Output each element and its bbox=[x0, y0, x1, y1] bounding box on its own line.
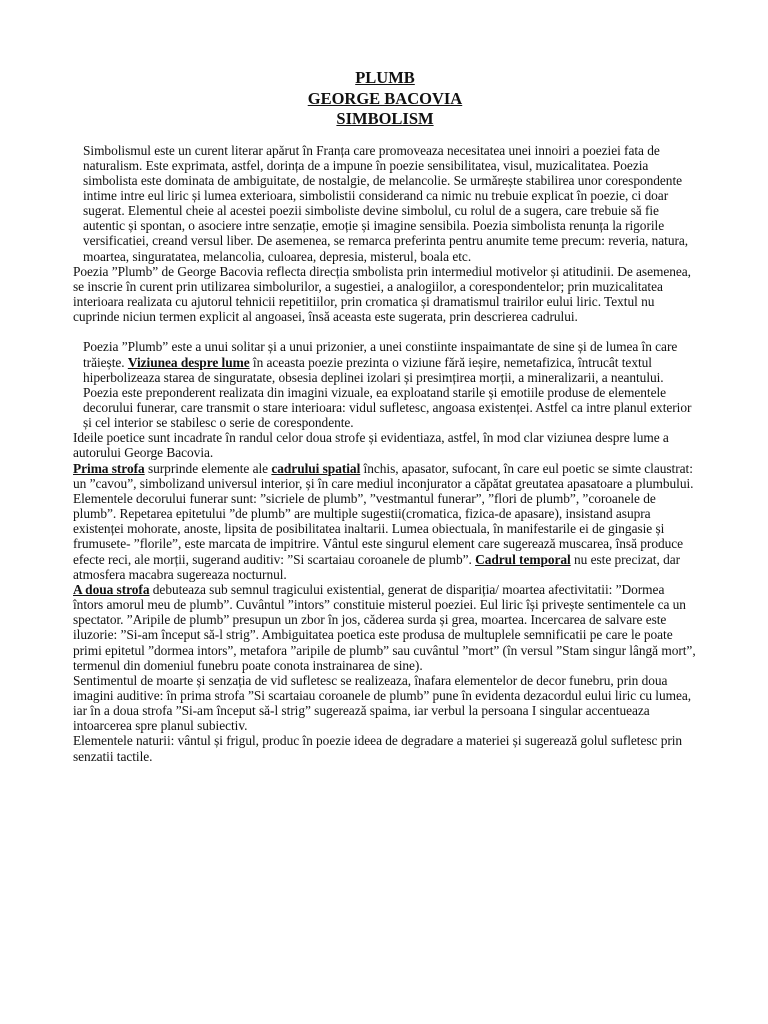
document-page bbox=[73, 68, 697, 764]
paragraph-first-stanza bbox=[73, 461, 697, 582]
paragraph-worldview-text-b: în aceasta poezie prezinta o viziune fără ieșire, nemetafizica, întrucât textul hiperbolizeaza starea de singuratate, obsesia deplinei izolari și presimțirea morții, a mineralizarii, a neantului. Poezia este preponderent realizata din imagini vizuale, ea exploatand starile și emotiile produse de elementele decorului funerar, care transmit o stare interioara: vidul sufletesc, angoasa existenței. Astfel ca intre planul exterior și cel interior se stabilesc o serie de corespondente. bbox=[83, 354, 692, 431]
paragraph-poetic-ideas: Ideile poetice sunt incadrate în randul celor doua strofe și evidentiaza, astfel, în mod clar viziunea despre lume a autorului George Bacovia. bbox=[73, 430, 669, 461]
highlight-worldview: Viziunea despre lume bbox=[127, 354, 250, 370]
paragraph-first-stanza-text-a: surprinde elemente ale bbox=[144, 460, 272, 476]
paragraph-symbolism-intro: Simbolismul este un curent literar apărut în Franța care promoveaza necesitatea unei innoiri a poeziei fata de naturalism. Este exprimata, astfel, dorința de a impune în poezie sensibilitatea, visul, muzicalitatea. Poezia simbolista este dominata de ambiguitate, de nostalgie, de melancolie. Se urmărește stabilirea unor corespondente intime intre eul liric și lumea exterioara, simbolistii considerand ca nimic nu trebuie explicat în poezie, ci doar sugerat. Elementul cheie al acestei poezii simboliste devine simbolul, cu rolul de a sugera, care trebuie să fie autentic și spontan, o asociere intre senzație, emoție și imagine sensibila. Poezia simbolista renunța la rigorile versificatiei, creand versul liber. De asemenea, se remarca preferinta pentru anumite teme precum: reveria, natura, moartea, singuratatea, melancolia, culoarea, depresia, misterul, boala etc. bbox=[83, 142, 689, 264]
paragraph-second-stanza-text: debuteaza sub semnul tragicului existential, generat de dispariția/ moartea afectivitatii: ”Dormea întors amorul meu de plumb”. Cuvântul ”intors” constituie misterul poeziei. Eul liric își privește sentimentele ca un spectator. ”Aripile de plumb” presupun un zbor în jos, căderea surda și grea, moartea. Incercarea de salvare este iluzorie: ”Si-am început să-l strig”. Ambiguitatea poetica este produsa de multuplele semnificatii pe care le poate primi epitetul ”dormea intors”, metafora ”aripile de plumb” sau cuvântul ”mort” (în versul ”Stam singur lângă mort”, termenul din domeniul funebru poate conota instrainarea de sine). bbox=[73, 581, 696, 673]
paragraph-nature-elements: Elementele naturii: vântul și frigul, produc în poezie ideea de degradare a materiei și sugerează golul sufletesc prin senzatii tactile. bbox=[73, 733, 683, 764]
paragraph-first-stanza-text-c: nu este precizat, dar atmosfera macabra sugereaza nocturnul. bbox=[73, 551, 681, 582]
paragraph-worldview bbox=[73, 339, 697, 430]
paragraph-second-stanza bbox=[73, 582, 697, 673]
highlight-temporal-frame: Cadrul temporal bbox=[475, 551, 571, 567]
highlight-second-stanza: A doua strofa bbox=[73, 581, 150, 597]
document-body bbox=[73, 143, 697, 764]
title-block bbox=[73, 68, 697, 130]
movement-heading: SIMBOLISM bbox=[336, 109, 434, 128]
paragraph-worldview-text-a: Poezia ”Plumb” este a unui solitar și a unui prizonier, a unei constiinte inspaimantate de sine și de lumea în care trăiește. bbox=[83, 339, 678, 370]
author-heading: GEORGE BACOVIA bbox=[307, 88, 463, 108]
paragraph-first-stanza-text-b: închis, apasator, sufocant, în care eul poetic se simte claustrat: un ”cavou”, simbolizand universul interior, și în care mediul inconjurator a căpătat greutatea apasatoare a plumbului. Elementele decorului funerar sunt: ”sicriele de plumb”, ”vestmantul funerar”, ”flori de plumb”, ”coroanele de plumb”. Repetarea epitetului ”de plumb” are multiple sugestii(cromatica, fizica-de apasare), insistand asupra existenței mohorate, anoste, lipsita de posibilitatea inaltarii. Lumea obiectuala, în manifestarile ei de gingasie și frumusete- ”florile”, este marcata de impitrire. Vântul este singurul element care sugerează muscarea, însă produce efecte reci, ale morții, sugerand auditiv: ”Si scartaiau coroanele de plumb”. bbox=[73, 460, 694, 567]
paragraph-plumb-direction: Poezia ”Plumb” de George Bacovia reflecta direcția smbolista prin intermediul motivelor și atitudinii. De asemenea, se inscrie în curent prin utilizarea simbolurilor, a sugestiei, a analogiilor, a corespondentelor; prin muzicalitatea interioara realizata cu ajutorul tehnicii repetitiilor, prin cromatica și dramatismul trairilor eului liric. Textul nu cuprinde niciun termen explicit al angoasei, însă aceasta este sugerata, prin descrierea cadrului. bbox=[73, 263, 691, 325]
paragraph-death-feeling: Sentimentul de moarte și senzația de vid sufletesc se realizeaza, înafara elementelor de decor funebru, prin doua imagini auditive: în prima strofa ”Si scartaiau coroanele de plumb” pune în evidenta dezacordul eului liric cu lumea, iar în a doua strofa ”Si-am început să-l strig” sugerează spaima, iar verbul la persoana I singular accentueaza intoarcerea spre planul subiectiv. bbox=[73, 672, 692, 734]
highlight-first-stanza: Prima strofa bbox=[73, 460, 145, 476]
highlight-spatial-frame: cadrului spatial bbox=[271, 460, 361, 476]
document-title: PLUMB bbox=[355, 68, 415, 87]
